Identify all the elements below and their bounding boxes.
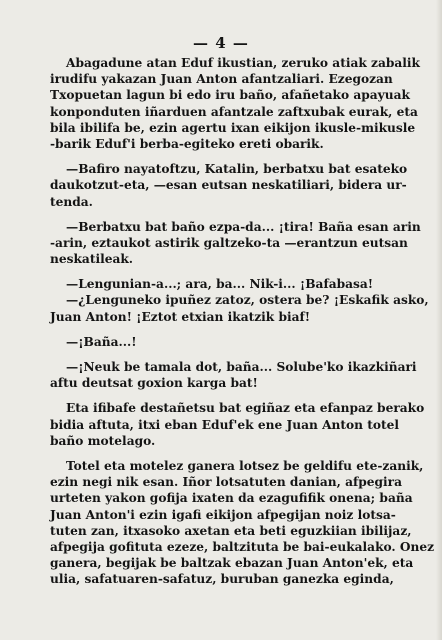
paragraph-3 <box>50 219 421 268</box>
text-line: -barik Eduf'i berba-egiteko ereti obarik. <box>50 136 324 151</box>
text-line: Juan Anton! ¡Eztot etxian ikatzik biaf! <box>50 309 311 324</box>
text-line: bila ibilifa be, ezin agertu ixan eikijon ikusle-mikusle <box>50 120 416 135</box>
text-line: ulia, safatuaren-safatuz, buruban ganezka eginda, <box>50 572 394 587</box>
text-line: -arin, eztaukot astirik galtzeko-ta —erantzun eutsan <box>50 235 408 250</box>
text-line: ganera, begijak be baltzak ebazan Juan Anton'ek, eta <box>50 556 414 571</box>
text-line: Txopuetan lagun bi edo iru baño, afañetako apayuak <box>50 88 410 103</box>
text-line: irudifu yakazan Juan Anton afantzaliari. Ezegozan <box>50 72 393 87</box>
text-line: daukotzut-eta, —esan eutsan neskatiliari, bidera ur- <box>50 178 407 193</box>
text-line: neskatileak. <box>50 252 134 267</box>
page-edge-shadow <box>436 0 442 640</box>
text-line: Juan Anton'i ezin igafi eikijon afpegijan noiz lotsa- <box>50 507 396 522</box>
text-line: afpegija gofituta ezeze, baltzituta be bai-eukalako. Onez <box>50 539 435 554</box>
paragraph-2 <box>50 161 408 210</box>
paragraph-7 <box>50 400 425 449</box>
body-text <box>50 55 435 596</box>
text-line: bidia aftuta, itxi eban Eduf'ek ene Juan Anton totel <box>50 417 400 432</box>
text-line: —Berbatxu bat baño ezpa-da... ¡tira! Baña esan arin <box>66 219 421 234</box>
text-line: tenda. <box>50 194 93 209</box>
text-line: urteten yakon gofija ixaten da ezagufifik onena; baña <box>50 491 413 506</box>
text-line: aftu deutsat goxion karga bat! <box>50 376 258 391</box>
text-line: —Bafiro nayatoftzu, Katalin, berbatxu bat esateko <box>66 162 408 177</box>
text-line: —¿Lenguneko ipuñez zatoz, ostera be? ¡Eskafik asko, <box>66 293 429 308</box>
text-line: ezin negi nik esan. Iñor lotsatuten danian, afpegira <box>50 475 402 490</box>
text-line: —¡Baña...! <box>66 334 137 349</box>
page-number: — 4 — <box>193 34 249 52</box>
text-line: Eta ifibafe destañetsu bat egiñaz eta efanpaz berako <box>66 401 425 416</box>
paragraph-8 <box>50 458 435 588</box>
paragraph-1 <box>50 55 420 152</box>
text-line: —¡Neuk be tamala dot, baña... Solube'ko ikazkiñari <box>66 360 417 374</box>
text-line: baño motelago. <box>50 433 156 448</box>
paragraph-5 <box>50 334 390 350</box>
text-line: —Lengunian-a...; ara, ba... Nik-i... ¡Bafabasa! <box>66 277 374 292</box>
text-line: Abagadune atan Eduf ikustian, zeruko atiak zabalik <box>66 56 420 70</box>
text-line: konponduten iñarduen afantzale zaftxubak eurak, eta <box>50 104 418 119</box>
paragraph-6 <box>50 359 417 391</box>
text-line: tuten zan, itxasoko axetan eta beti eguzkiian ibilijaz, <box>50 523 412 538</box>
paragraph-4 <box>50 276 429 325</box>
text-line: Totel eta motelez ganera lotsez be geldifu ete-zanik, <box>66 458 424 473</box>
